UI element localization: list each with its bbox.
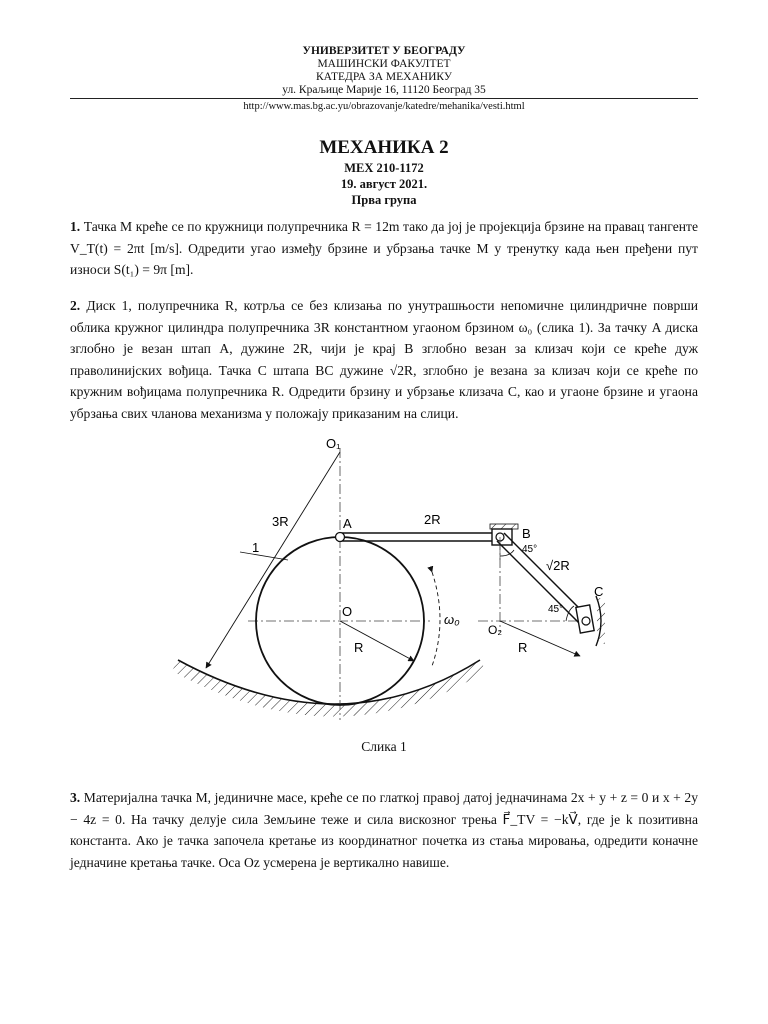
header-divider (70, 98, 698, 99)
mechanism-figure (0, 430, 768, 730)
rod-bc-lower (497, 541, 583, 627)
label-o: O (342, 604, 353, 619)
label-c: C (594, 584, 604, 599)
problem-2 (70, 295, 698, 424)
problem-2-text: Диск 1, полупречника R, котрља се без клизања по унутрашњости непомичне цилиндричне површи облика кружног цилиндра полупречника 3R константном угаоном брзином ω₀ (слика 1). За тачку A диска зглобно је везан штап A, дужине 2R, чији је крај B зглобно везан за клизач који се креће дуж праволинијских вођица. Тачка C штапа BC дужине √2R, зглобно је везана за клизач који се креће по кружним вођицама полупречника R. Одредити брзину и убрзање клизача C, као и угаоне брзине и угаона убрзања свих чланова механизма у положају приказаним на слици. (70, 298, 698, 421)
guide-radius-line (500, 621, 580, 656)
label-3r: 3R (272, 514, 289, 529)
label-2r: 2R (424, 512, 441, 527)
disk-label-leader (240, 552, 288, 560)
disk-radius-line (340, 621, 414, 661)
label-angle-b: 45° (522, 544, 538, 555)
problem-1 (70, 216, 698, 281)
label-a: A (343, 516, 352, 531)
university-name: УНИВЕРЗИТЕТ У БЕОГРАДУ (302, 45, 466, 57)
figure-caption: Слика 1 (361, 739, 407, 754)
department-name: КАТЕДРА ЗА МЕХАНИКУ (316, 71, 452, 83)
label-r-guide: R (518, 640, 528, 655)
problem-1-text: Тачка M креће се по кружници полупречника R = 12m тако да јој је пројекција брзине на правац тангенте V_T(t) = 2πt [m/s]. Одредити угао између брзине и убрзања тачке M у тренутку када њен пређени пут износи S(t₁) = 9π [m]. (70, 219, 698, 277)
website-link[interactable]: http://www.mas.bg.ac.yu/obrazovanje/katedre/mehanika/vesti.html (243, 101, 525, 112)
label-omega: ω₀ (444, 612, 460, 627)
rod-bc-upper (504, 533, 590, 619)
joint-c (582, 617, 590, 625)
radius-3r-line (206, 452, 340, 668)
joint-a (336, 533, 345, 542)
label-sqrt2r: √2R (546, 558, 570, 573)
label-b: B (522, 526, 531, 541)
label-o2: O₂ (488, 623, 502, 637)
problem-3 (70, 787, 698, 873)
label-angle-c: 45° (548, 604, 564, 615)
slider-b-guide (490, 524, 518, 529)
fixed-surface-hatch (172, 660, 486, 717)
exam-group: Прва група (351, 193, 417, 207)
problem-1-number: 1. (70, 219, 81, 234)
slider-c-guide-hatch (597, 598, 605, 644)
exam-date: 19. август 2021. (340, 177, 428, 191)
address-line: ул. Краљице Марије 16, 11120 Београд 35 (282, 84, 486, 96)
faculty-name: МАШИНСКИ ФАКУЛТЕТ (317, 58, 451, 70)
problem-3-text: Материјална тачка M, јединичне масе, креће се по глаткој правој датој једначинама 2x + y + z = 0 и x + 2y − 4z = 0. На тачку делује сила Земљине теже и сила вискозног трења F⃗_TV = −kV⃗, где је k позитивна константа. Ако је тачка започела кретање из координатног почетка из стања мировања, одредити коначне једначине кретања тачке. Оса Oz усмерена је вертикално навише. (70, 790, 698, 870)
label-disk-1: 1 (252, 540, 260, 555)
problem-3-number: 3. (70, 790, 81, 805)
label-o1: O₁ (326, 436, 341, 451)
exam-title: МЕХАНИКА 2 (319, 137, 449, 158)
problem-2-number: 2. (70, 298, 81, 313)
exam-code: МЕХ 210-1172 (344, 161, 424, 175)
omega-arrow (432, 572, 440, 666)
fixed-surface (178, 660, 480, 704)
label-r-disk: R (354, 640, 364, 655)
